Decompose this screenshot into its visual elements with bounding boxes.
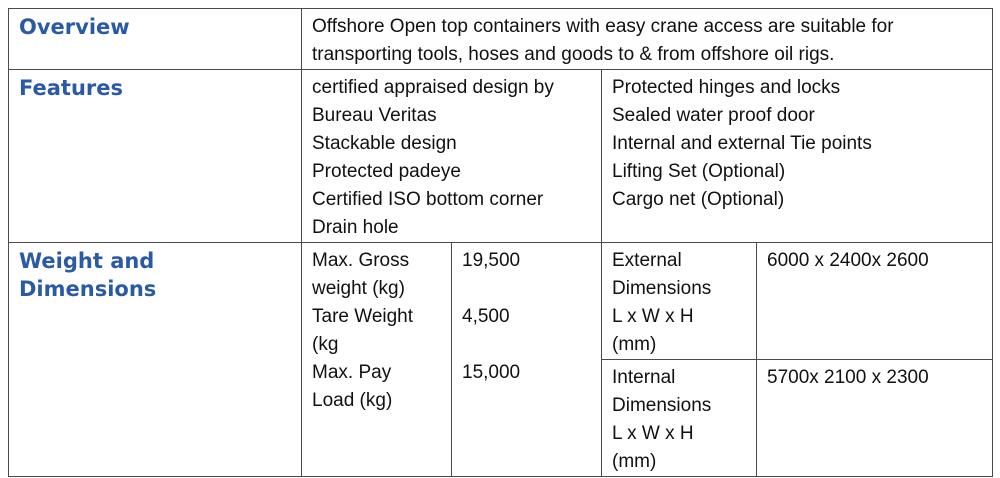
feature-item: Protected hinges and locks bbox=[612, 77, 841, 98]
dimension-label-line: Dimensions bbox=[612, 278, 712, 299]
weight-label: weight (kg) bbox=[312, 278, 405, 299]
weights-row bbox=[9, 243, 993, 360]
weights-heading-line: Dimensions bbox=[19, 277, 157, 301]
overview-heading: Overview bbox=[9, 9, 302, 70]
weight-value: 4,500 bbox=[462, 306, 510, 327]
weight-value-spacer bbox=[462, 387, 593, 415]
dimension-label-line: Dimensions bbox=[612, 395, 712, 416]
internal-dimensions-label bbox=[602, 360, 757, 477]
feature-item: certified appraised design by bbox=[312, 77, 554, 98]
feature-item: Lifting Set (Optional) bbox=[612, 161, 786, 182]
overview-row bbox=[9, 9, 993, 70]
weight-label: Tare Weight bbox=[312, 306, 414, 327]
features-heading: Features bbox=[9, 70, 302, 243]
dimension-label-line: L x W x H bbox=[612, 306, 694, 327]
weight-value-spacer bbox=[462, 275, 593, 303]
container-spec-table bbox=[8, 8, 993, 477]
features-left-list bbox=[302, 70, 602, 243]
weights-heading-line: Weight and bbox=[19, 249, 155, 273]
feature-item: Cargo net (Optional) bbox=[612, 189, 785, 210]
internal-dimensions-value: 5700x 2100 x 2300 bbox=[757, 360, 993, 477]
weight-labels-cell bbox=[302, 243, 452, 477]
feature-item: Drain hole bbox=[312, 217, 399, 238]
feature-item: Protected padeye bbox=[312, 161, 461, 182]
weight-label: (kg bbox=[312, 334, 339, 355]
features-row bbox=[9, 70, 993, 243]
weight-label: Load (kg) bbox=[312, 390, 393, 411]
weight-label: Max. Gross bbox=[312, 250, 410, 271]
weight-values-cell bbox=[452, 243, 602, 477]
dimension-label-line: Internal bbox=[612, 367, 676, 388]
weights-heading bbox=[9, 243, 302, 477]
features-right-list bbox=[602, 70, 993, 243]
dimension-label-line: (mm) bbox=[612, 334, 657, 355]
feature-item: Sealed water proof door bbox=[612, 105, 815, 126]
feature-item: Bureau Veritas bbox=[312, 105, 437, 126]
dimension-label-line: (mm) bbox=[612, 451, 657, 472]
dimension-label-line: External bbox=[612, 250, 682, 271]
feature-item: Internal and external Tie points bbox=[612, 133, 872, 154]
overview-description bbox=[302, 9, 993, 70]
overview-line: Offshore Open top containers with easy crane access are suitable for bbox=[312, 16, 894, 37]
weight-value-spacer bbox=[462, 331, 593, 359]
feature-item: Certified ISO bottom corner bbox=[312, 189, 544, 210]
feature-item: Stackable design bbox=[312, 133, 457, 154]
external-dimensions-label bbox=[602, 243, 757, 360]
weight-label: Max. Pay bbox=[312, 362, 392, 383]
external-dimensions-value: 6000 x 2400x 2600 bbox=[757, 243, 993, 360]
weight-value: 19,500 bbox=[462, 250, 521, 271]
dimension-label-line: L x W x H bbox=[612, 423, 694, 444]
overview-line: transporting tools, hoses and goods to & from offshore oil rigs. bbox=[312, 44, 835, 65]
weight-value: 15,000 bbox=[462, 362, 521, 383]
